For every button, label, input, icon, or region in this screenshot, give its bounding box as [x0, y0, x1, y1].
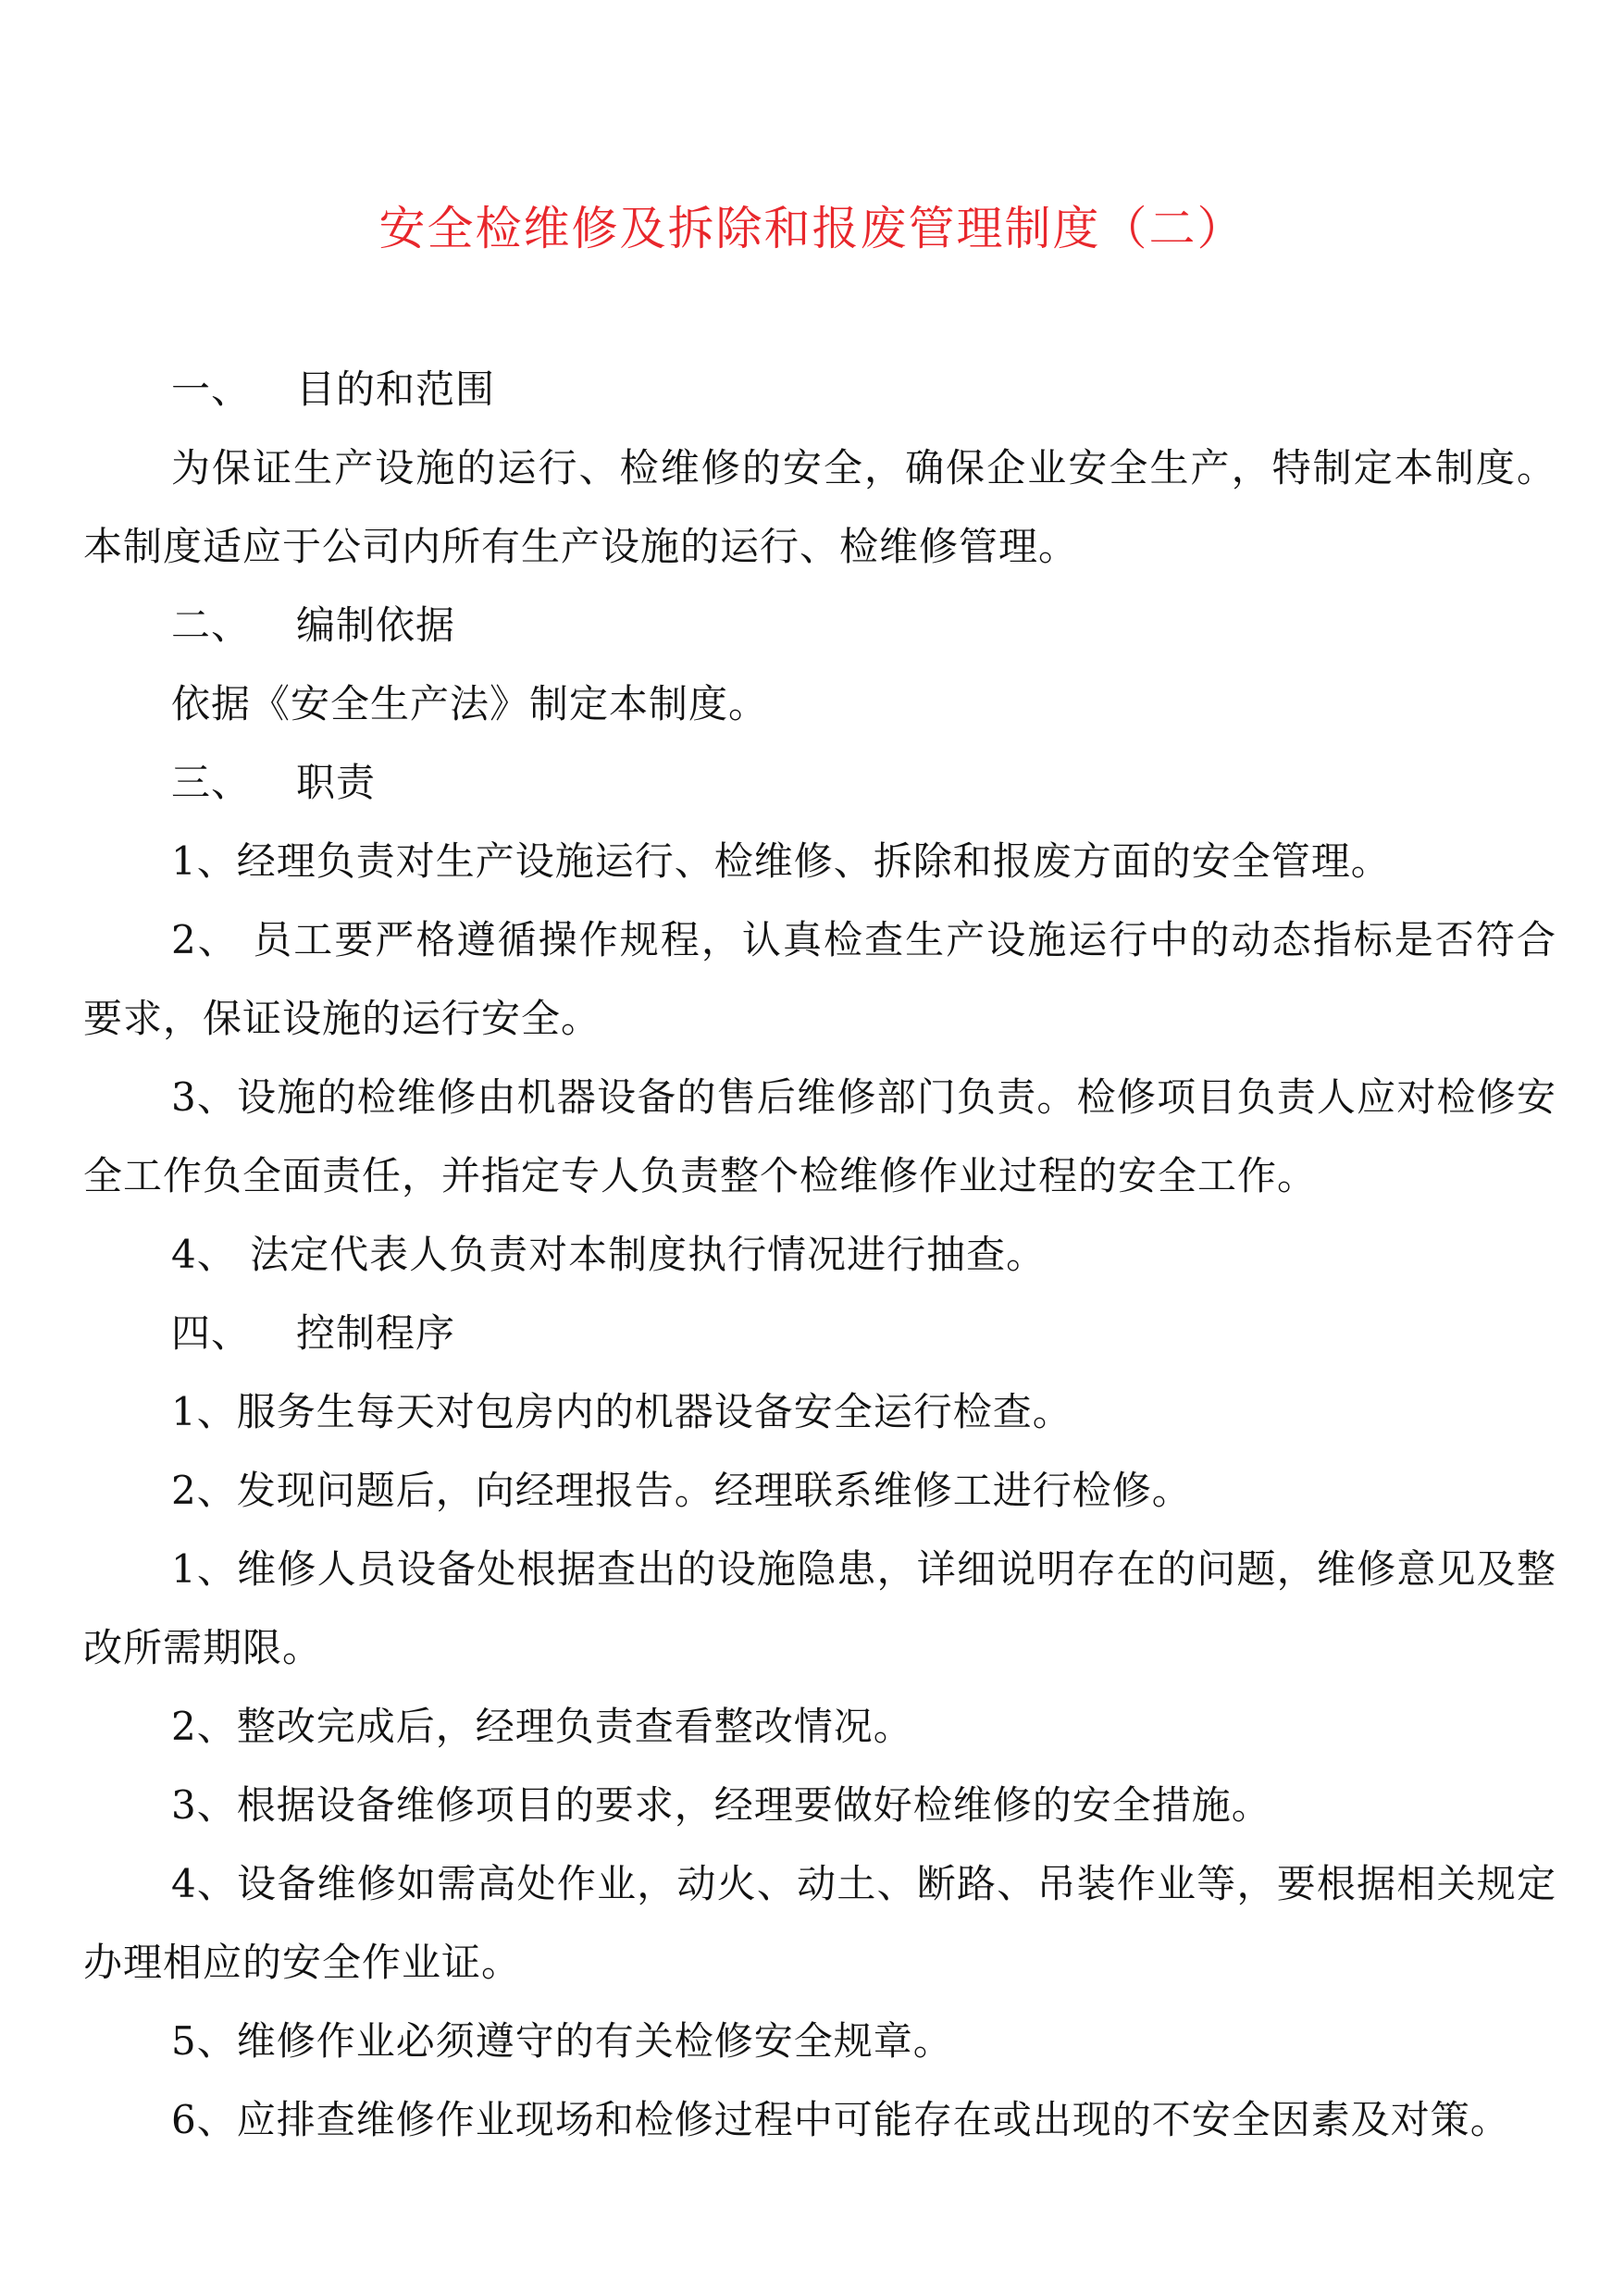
document-body: [83, 350, 1556, 2159]
section-heading-4: [83, 1294, 1556, 1372]
paragraph: 4、设备维修如需高处作业，动火、动土、断路、吊装作业等，要根据相关规定办理相应的安全作业证。: [83, 1861, 1556, 1985]
paragraph: 4、 法定代表人负责对本制度执行情况进行抽查。: [171, 1232, 1047, 1277]
paragraph: 依据《安全生产法》制定本制度。: [171, 681, 769, 726]
section-heading-2: [83, 586, 1556, 664]
paragraph: 6、应排查维修作业现场和检修过程中可能存在或出现的不安全因素及对策。: [171, 2097, 1510, 2142]
section-number: 二、: [171, 602, 252, 648]
paragraph: 3、设施的检维修由机器设备的售后维修部门负责。检修项目负责人应对检修安全工作负全面责任，并指定专人负责整个检维修作业过程的安全工作。: [83, 1074, 1556, 1198]
section-heading-3: [83, 743, 1556, 822]
paragraph: 2、整改完成后，经理负责查看整改情况。: [171, 1704, 913, 1749]
section-number: 四、: [171, 1310, 252, 1356]
section-heading-1: [83, 350, 1556, 428]
paragraph: 为保证生产设施的运行、检维修的安全，确保企业安全生产，特制定本制度。本制度适应于公司内所有生产设施的运行、检维修管理。: [83, 445, 1556, 569]
paragraph: 1、服务生每天对包房内的机器设备安全运行检查。: [171, 1389, 1072, 1434]
section-heading-text: 职责: [296, 760, 377, 805]
section-number: 三、: [171, 760, 252, 805]
paragraph: 3、根据设备维修项目的要求，经理要做好检维修的安全措施。: [171, 1782, 1271, 1828]
paragraph: 2、 员工要严格遵循操作规程，认真检查生产设施运行中的动态指标是否符合要求，保证设施的运行安全。: [83, 917, 1556, 1041]
section-heading-text: 控制程序: [296, 1310, 456, 1356]
paragraph: 2、发现问题后，向经理报告。经理联系维修工进行检修。: [171, 1468, 1192, 1513]
section-number: 一、: [171, 366, 252, 412]
paragraph: 1、维修人员设备处根据查出的设施隐患，详细说明存在的问题，维修意见及整改所需期限。: [83, 1546, 1556, 1670]
paragraph: 1、经理负责对生产设施运行、检维修、拆除和报废方面的安全管理。: [171, 838, 1391, 884]
section-heading-text: 目的和范围: [296, 366, 496, 412]
section-heading-text: 编制依据: [296, 602, 456, 648]
paragraph: 5、维修作业必须遵守的有关检修安全规章。: [171, 2018, 953, 2064]
document-title: 安全检维修及拆除和报废管理制度（二）: [378, 202, 1246, 255]
